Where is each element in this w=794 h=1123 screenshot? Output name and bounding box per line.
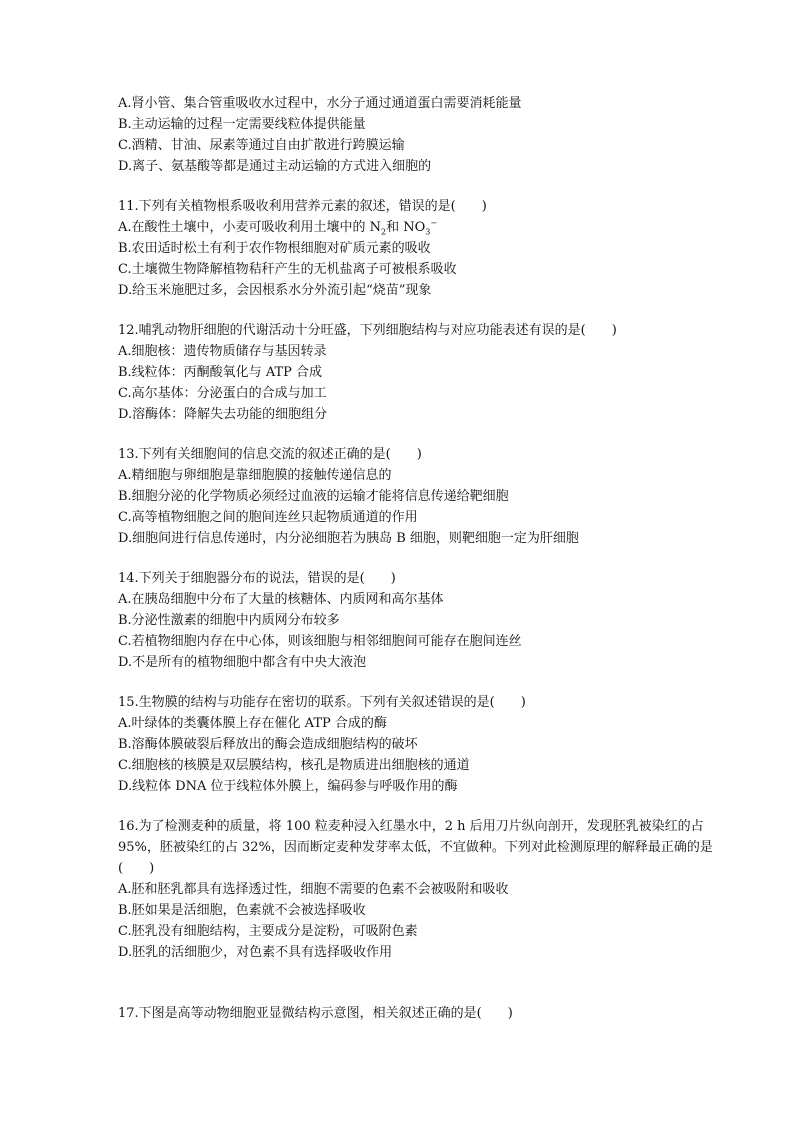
question-15 (118, 692, 718, 797)
option-d: D.给玉米施肥过多，会因根系水分外流引起“烧苗”现象 (118, 283, 432, 298)
option-c: C.若植物细胞内存在中心体，则该细胞与相邻细胞间可能存在胞间连丝 (118, 634, 522, 649)
question-stem: 13.下列有关细胞间的信息交流的叙述正确的是( ) (118, 447, 422, 462)
option-c: C.高等植物细胞之间的胞间连丝只起物质通道的作用 (118, 510, 418, 525)
option-c: C.酒精、甘油、尿素等通过自由扩散进行跨膜运输 (118, 138, 405, 153)
option-b: B.主动运输的过程一定需要线粒体提供能量 (118, 117, 366, 132)
option-a: A.肾小管、集合管重吸收水过程中，水分子通过通道蛋白需要消耗能量 (118, 96, 522, 111)
option-a-text: A.在酸性土壤中，小麦可吸收利用土壤中的 N (118, 220, 382, 235)
option-c: C.胚乳没有细胞结构，主要成分是淀粉，可吸附色素 (118, 924, 418, 939)
option-b: B.胚如果是活细胞，色素就不会被选择吸收 (118, 903, 366, 918)
option-a: A.精细胞与卵细胞是靠细胞膜的接触传递信息的 (118, 468, 392, 483)
question-12 (118, 320, 718, 425)
option-d: D.不是所有的植物细胞中都含有中央大液泡 (118, 655, 367, 670)
question-stem: 12.哺乳动物肝细胞的代谢活动十分旺盛，下列细胞结构与对应功能表述有误的是( ) (118, 323, 617, 338)
question-stem: 15.生物膜的结构与功能存在密切的联系。下列有关叙述错误的是( ) (118, 695, 526, 710)
option-a: A.细胞核：遗传物质储存与基因转录 (118, 344, 327, 359)
option-a: A.叶绿体的类囊体膜上存在催化 ATP 合成的酶 (118, 716, 387, 731)
option-d: D.细胞间进行信息传递时，内分泌细胞若为胰岛 B 细胞，则靶细胞一定为肝细胞 (118, 531, 579, 546)
option-d: D.线粒体 DNA 位于线粒体外膜上，编码参与呼吸作用的酶 (118, 779, 458, 794)
question-stem: 14.下列关于细胞器分布的说法，错误的是( ) (118, 571, 396, 586)
subscript: 3 (425, 227, 431, 237)
option-d: D.溶酶体：降解失去功能的细胞组分 (118, 407, 328, 422)
question-stem: 17.下图是高等动物细胞亚显微结构示意图，相关叙述正确的是( ) (118, 1006, 513, 1021)
option-b: B.分泌性激素的细胞中内质网分布较多 (118, 613, 340, 628)
option-a: A.胚和胚乳都具有选择透过性，细胞不需要的色素不会被吸附和吸收 (118, 882, 509, 897)
subscript: 2 (381, 227, 387, 237)
question-13 (118, 444, 718, 549)
option-b: B.细胞分泌的化学物质必须经过血液的运输才能将信息传递给靶细胞 (118, 489, 509, 504)
option-b: B.溶酶体膜破裂后释放出的酶会造成细胞结构的破坏 (118, 737, 418, 752)
option-c: C.土壤微生物降解植物秸秆产生的无机盐离子可被根系吸收 (118, 262, 457, 277)
option-a: A.在胰岛细胞中分布了大量的核糖体、内质网和高尔基体 (118, 592, 444, 607)
option-a-text-mid: 和 NO (386, 220, 426, 235)
option-b: B.线粒体：丙酮酸氧化与 ATP 合成 (118, 365, 323, 380)
option-c: C.高尔基体：分泌蛋白的合成与加工 (118, 386, 327, 401)
question-stem: 11.下列有关植物根系吸收利用营养元素的叙述，错误的是( ) (118, 199, 487, 214)
question-10-options (118, 93, 718, 177)
question-17 (118, 1003, 718, 1024)
option-c: C.细胞核的核膜是双层膜结构，核孔是物质进出细胞核的通道 (118, 758, 470, 773)
superscript: − (430, 218, 438, 228)
question-16 (118, 816, 718, 963)
option-d: D.胚乳的活细胞少，对色素不具有选择吸收作用 (118, 945, 393, 960)
question-11 (118, 196, 718, 301)
question-stem: 16.为了检测麦种的质量，将 100 粒麦种浸入红墨水中，2 h 后用刀片纵向剖开，发现胚乳被染红的占 95%，胚被染红的占 32%，因而断定麦种发芽率太低，不宜做种。下列对此检测原理的解释最正确的是( ) (118, 819, 713, 876)
document-page (118, 93, 718, 1024)
question-14 (118, 568, 718, 673)
option-a (118, 217, 718, 238)
option-b: B.农田适时松土有利于农作物根细胞对矿质元素的吸收 (118, 241, 431, 256)
option-d: D.离子、氨基酸等都是通过主动运输的方式进入细胞的 (118, 159, 432, 174)
